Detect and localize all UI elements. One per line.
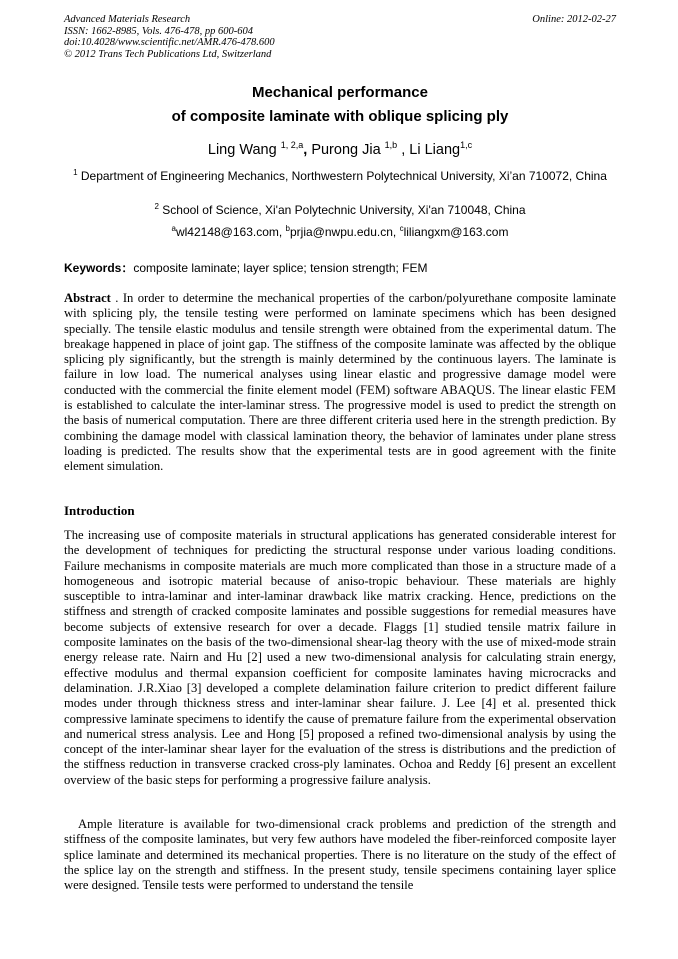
author-affiliation-mark: 1,c bbox=[460, 140, 473, 150]
section-heading-introduction: Introduction bbox=[64, 503, 135, 518]
author-emails bbox=[64, 224, 616, 240]
paper-title-line-2: of composite laminate with oblique splicing ply bbox=[171, 108, 509, 125]
author-separator: , bbox=[397, 142, 410, 158]
email-mark: c bbox=[399, 224, 404, 233]
introduction-paragraph-1: The increasing use of composite materials in structural applications has generated considerable interest for the development of techniques for predicting the structural response under various loading conditions. Failure mechanisms in composite materials are much more complicated than those in a structure made of a homogeneous and isotropic material because of aniso-tropic behaviour. These materials are highly susceptible to intra-laminar and inter-laminar drawback like matrix cracking. Hence, predictions on the stiffness and strength of cracked composite laminates and possible suggestions for remedial measures have become subjects of extensive research for over a decade. Flaggs [1] studied tensile matrix failure in composite laminates on the basis of the two-dimensional shear-lag theory with the use of mixed-mode strain energy release rate. Nairn and Hu [2] used a new two-dimensional analysis for calculating strain energy, effective modulus and thermal expansion coefficient for composite laminates having microcracks and delamination. J.R.Xiao [3] developed a complete delamination failure criterion to predict different failure modes under through thickness stress and inter-laminar shear failure. J. Lee [4] et al. presented thick compressive laminate specimens to identify the cause of premature failure from the experimental observation and numerical stress analysis. Lee and Hong [5] proposed a refined two-dimensional analysis by using the concept of the inter-laminar shear layer for the evaluation of the stress is distributions and the prediction of the stiffness reduction in transverse cracked cross-ply laminates. Ochoa and Reddy [6] present an excellent overview of the basic steps for performing a progressive failure analysis. bbox=[64, 528, 616, 787]
abstract-label: Abstract bbox=[64, 291, 111, 305]
author-separator: , bbox=[303, 142, 312, 158]
issn-line: ISSN: 1662-8985, Vols. 476-478, pp 600-604 bbox=[64, 25, 253, 37]
paper-title-line-1: Mechanical performance bbox=[252, 84, 428, 101]
journal-name: Advanced Materials Research bbox=[64, 14, 191, 25]
affiliation-2 bbox=[64, 202, 616, 218]
abstract-text: . In order to determine the mechanical properties of the carbon/polyurethane composite laminate with splicing ply, the tensile testing were performed on laminate specimens which has been designed specially. The tensile elastic modulus and tensile strength were obtained from the experimental datum. The breakage happened in place of joint gap. The stiffness of the composite laminate was affected by the oblique splicing ply significantly, but the strength is mainly determined by the continuous layers. The laminate is failure in low load. The numerical analyses using linear elastic and progressive damage model were conducted with the commercial the finite element model (FEM) software ABAQUS. The linear elastic FEM is established to calculate the inter-laminar stress. The progressive model is used to predict the strength on the basis of numerical computation. There are three different criteria used here in the strength prediction. By combining the damage model with classical lamination theory, the behavior of laminates under plane stress loading is predicted. The results show that the experimental tests are in good agreement with the finite element simulation. bbox=[64, 291, 616, 474]
affiliation-text: Department of Engineering Mechanics, Northwestern Polytechnical University, Xi’an 710072, China bbox=[80, 169, 607, 183]
copyright-line: © 2012 Trans Tech Publications Ltd, Switzerland bbox=[64, 48, 272, 60]
keywords-text: composite laminate; layer splice; tension strength; FEM bbox=[133, 261, 428, 275]
author-name: Ling Wang bbox=[207, 142, 277, 158]
online-date: Online: 2012-02-27 bbox=[532, 14, 616, 25]
journal-header bbox=[64, 14, 616, 60]
abstract bbox=[64, 291, 616, 475]
author-affiliation-mark: 1, 2,a bbox=[280, 140, 304, 150]
author-affiliation-mark: 1,b bbox=[384, 140, 398, 150]
keywords-label: Keywords： bbox=[64, 261, 134, 275]
affiliation-mark: 1 bbox=[73, 168, 78, 177]
email-address: liliangxm@163.com bbox=[403, 225, 509, 239]
author-name: Purong Jia bbox=[311, 142, 381, 158]
email-address: prjia@nwpu.edu.cn, bbox=[290, 225, 400, 239]
introduction-paragraph-2: Ample literature is available for two-dimensional crack problems and prediction of the strength and stiffness of the composite laminates, but very few authors have modeled the fiber-reinforced composite layer splice laminate and determined its mechanical properties. There is no literature on the study of the effect of the splice lay on the strength and stiffness. In the present study, tensile specimens containing layer splice were designed. Tensile tests were performed to understand the tensile bbox=[64, 817, 616, 893]
email-mark: a bbox=[171, 224, 176, 233]
author-name: Li Liang bbox=[409, 142, 461, 158]
email-mark: b bbox=[285, 224, 290, 233]
affiliation-text: School of Science, Xi'an Polytechnic University, Xi'an 710048, China bbox=[162, 203, 526, 217]
author-list bbox=[64, 140, 616, 160]
keywords bbox=[64, 260, 616, 276]
affiliation-1 bbox=[64, 168, 616, 184]
email-address: wl42148@163.com, bbox=[175, 225, 286, 239]
affiliation-mark: 2 bbox=[154, 202, 159, 211]
doi-line: doi:10.4028/www.scientific.net/AMR.476-478.600 bbox=[64, 37, 275, 48]
